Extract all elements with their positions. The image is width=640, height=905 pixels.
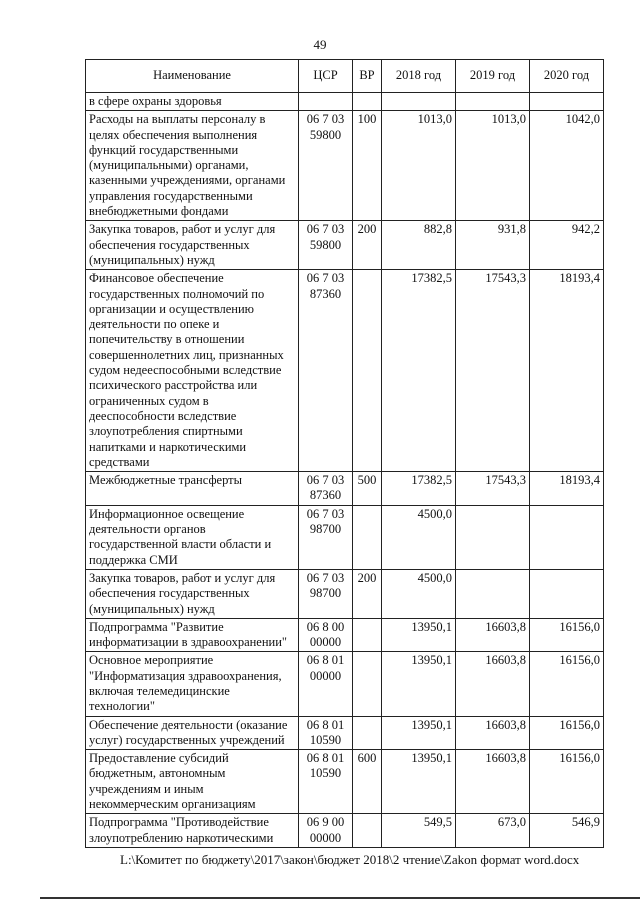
row-vr xyxy=(353,618,382,652)
row-2018: 17382,5 xyxy=(382,472,456,506)
row-vr: 500 xyxy=(353,472,382,506)
row-name: Информационное освещение деятельности органов государственной власти области и поддержка СМИ xyxy=(86,505,299,569)
row-2019 xyxy=(456,93,530,111)
table-row xyxy=(86,221,604,270)
row-2019: 1013,0 xyxy=(456,111,530,221)
row-name: Обеспечение деятельности (оказание услуг) государственных учреждений xyxy=(86,716,299,750)
table-row xyxy=(86,569,604,618)
row-2018: 4500,0 xyxy=(382,505,456,569)
row-vr: 200 xyxy=(353,221,382,270)
row-name: Основное мероприятие "Информатизация здравоохранения, включая телемедицинские технологии" xyxy=(86,652,299,716)
row-2018: 17382,5 xyxy=(382,270,456,472)
row-csr: 06 8 01 10590 xyxy=(299,716,353,750)
row-2019: 931,8 xyxy=(456,221,530,270)
row-2018: 13950,1 xyxy=(382,618,456,652)
column-header-name: Наименование xyxy=(86,60,299,93)
row-2019: 673,0 xyxy=(456,814,530,848)
row-2020: 18193,4 xyxy=(530,472,604,506)
row-2020: 16156,0 xyxy=(530,618,604,652)
table-row xyxy=(86,93,604,111)
table-row xyxy=(86,618,604,652)
row-2020: 18193,4 xyxy=(530,270,604,472)
table-row xyxy=(86,505,604,569)
row-csr: 06 8 01 00000 xyxy=(299,652,353,716)
row-vr xyxy=(353,505,382,569)
page-number: 49 xyxy=(313,37,327,52)
row-csr: 06 8 00 00000 xyxy=(299,618,353,652)
column-header-2020: 2020 год xyxy=(530,60,604,93)
row-csr: 06 7 03 87360 xyxy=(299,472,353,506)
row-2018: 882,8 xyxy=(382,221,456,270)
table-row xyxy=(86,750,604,814)
row-vr xyxy=(353,814,382,848)
row-vr xyxy=(353,270,382,472)
row-2018: 4500,0 xyxy=(382,569,456,618)
row-2019: 17543,3 xyxy=(456,270,530,472)
row-name: Предоставление субсидий бюджетным, автономным учреждениям и иным некоммерческим организациям xyxy=(86,750,299,814)
row-2020: 1042,0 xyxy=(530,111,604,221)
table-header-row xyxy=(86,60,604,93)
row-csr: 06 7 03 59800 xyxy=(299,111,353,221)
row-2020: 16156,0 xyxy=(530,750,604,814)
column-header-2018: 2018 год xyxy=(382,60,456,93)
table-row xyxy=(86,111,604,221)
row-csr: 06 9 00 00000 xyxy=(299,814,353,848)
table-row xyxy=(86,716,604,750)
row-2018: 13950,1 xyxy=(382,716,456,750)
footer-file-path: L:\Комитет по бюджету\2017\закон\бюджет 2018\2 чтение\Zakon формат word.docx xyxy=(120,852,580,867)
table-row xyxy=(86,472,604,506)
row-vr xyxy=(353,93,382,111)
row-2018: 13950,1 xyxy=(382,750,456,814)
row-csr: 06 7 03 87360 xyxy=(299,270,353,472)
row-2019 xyxy=(456,569,530,618)
column-header-2019: 2019 год xyxy=(456,60,530,93)
row-2020: 546,9 xyxy=(530,814,604,848)
row-vr: 200 xyxy=(353,569,382,618)
row-2020: 16156,0 xyxy=(530,716,604,750)
budget-table xyxy=(85,59,604,848)
row-csr xyxy=(299,93,353,111)
row-2020 xyxy=(530,569,604,618)
row-name: в сфере охраны здоровья xyxy=(86,93,299,111)
row-csr: 06 8 01 10590 xyxy=(299,750,353,814)
row-2018: 1013,0 xyxy=(382,111,456,221)
row-vr xyxy=(353,716,382,750)
row-2020 xyxy=(530,505,604,569)
row-csr: 06 7 03 98700 xyxy=(299,505,353,569)
row-2020 xyxy=(530,93,604,111)
column-header-csr: ЦСР xyxy=(299,60,353,93)
table-row xyxy=(86,814,604,848)
row-name: Закупка товаров, работ и услуг для обеспечения государственных (муниципальных) нужд xyxy=(86,221,299,270)
row-name: Расходы на выплаты персоналу в целях обеспечения выполнения функций государственными (муниципальными) органами, казенными учреждениями, органами управления государственными внебюджетными фондами xyxy=(86,111,299,221)
row-2019: 16603,8 xyxy=(456,618,530,652)
row-2019: 17543,3 xyxy=(456,472,530,506)
row-2018 xyxy=(382,93,456,111)
table-row xyxy=(86,652,604,716)
bottom-scan-edge xyxy=(40,897,640,899)
column-header-vr: ВР xyxy=(353,60,382,93)
row-csr: 06 7 03 98700 xyxy=(299,569,353,618)
row-2019: 16603,8 xyxy=(456,716,530,750)
row-name: Закупка товаров, работ и услуг для обеспечения государственных (муниципальных) нужд xyxy=(86,569,299,618)
row-vr xyxy=(353,652,382,716)
row-2020: 16156,0 xyxy=(530,652,604,716)
row-vr: 600 xyxy=(353,750,382,814)
row-name: Подпрограмма "Противодействие злоупотреблению наркотическими xyxy=(86,814,299,848)
row-name: Финансовое обеспечение государственных полномочий по организации и осуществлению деятельности по опеке и попечительству в отношении совершеннолетних лиц, признанных судом недееспособными вследствие психического расстройства или ограниченных судом в дееспособности вследствие злоупотребления спиртными напитками и наркотическими средствами xyxy=(86,270,299,472)
row-2018: 549,5 xyxy=(382,814,456,848)
row-name: Межбюджетные трансферты xyxy=(86,472,299,506)
row-vr: 100 xyxy=(353,111,382,221)
table-row xyxy=(86,270,604,472)
row-csr: 06 7 03 59800 xyxy=(299,221,353,270)
row-2020: 942,2 xyxy=(530,221,604,270)
row-name: Подпрограмма "Развитие информатизации в здравоохранении" xyxy=(86,618,299,652)
row-2019: 16603,8 xyxy=(456,750,530,814)
row-2018: 13950,1 xyxy=(382,652,456,716)
row-2019 xyxy=(456,505,530,569)
row-2019: 16603,8 xyxy=(456,652,530,716)
